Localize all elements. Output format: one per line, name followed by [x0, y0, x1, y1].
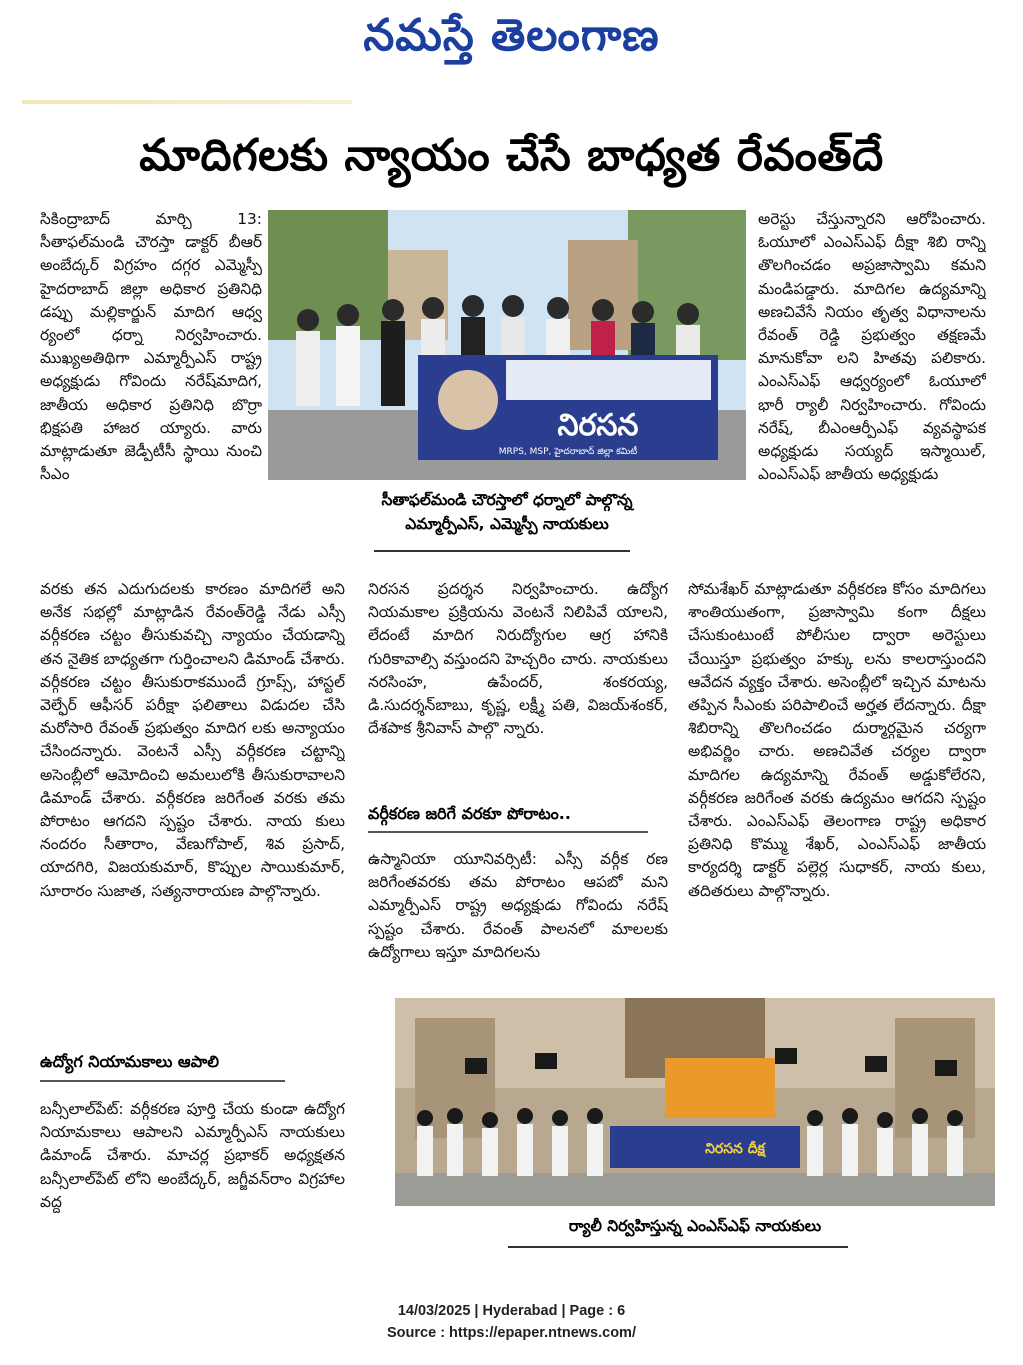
column-1-top	[40, 208, 262, 570]
column-1-sub1-body	[40, 1098, 345, 1240]
photo-2-caption: ర్యాలీ నిర్వహిస్తున్న ఎంఎస్ఎఫ్ నాయకులు	[568, 1217, 822, 1235]
subheading-2-rule	[368, 831, 648, 833]
photo-1-caption-line-1: సీతాఫల్‌మండి చౌరస్తాలో ధర్నాలో పాల్గొన్న	[381, 491, 633, 509]
photo-protest-illustration	[268, 210, 746, 480]
column-2-sub2-body	[368, 848, 668, 988]
column-3-body-text: సోమశేఖర్ మాట్లాడుతూ వర్గీకరణ కోసం మాదిగలు శాంతియుతంగా, ప్రజాస్వామి కంగా దీక్షలు చేసుకుంటుంటే పోలీసుల ద్వారా అరెస్టులు చేయిస్తూ ప్రభుత్వం హక్కు లను కాలరాస్తుందని ఆవేదన వ్యక్తం చేశారు. అసెంబ్లీలో ఇచ్చిన మాటను తప్పిన సీఎంకు పరిపాలించే అర్హత లేదన్నారు. దీక్షా శిబిరాన్ని తొలగించడం దుర్మార్గమైన చర్యగా అభివర్ణిం చారు. అణచివేత చర్యల ద్వారా మాదిగల ఉద్యమాన్ని రేవంత్ అడ్డుకోలేరని, వర్గీకరణ జరిగేంత వరకు ఉద్యమం ఆగదని స్పష్టం చేశారు. ఎంఎస్ఎఫ్ తెలంగాణ రాష్ట్ర అధికార ప్రతినిధి కొమ్ము శేఖర్, ఎంఎస్ఎఫ్ జాతీయ కార్యదర్శి డాక్టర్ పల్లెర్ల సుధాకర్, నాయ కులు, తదితరులు పాల్గొన్నారు.	[688, 580, 986, 900]
banner-text: నిరసన	[557, 408, 639, 443]
banner-small-text: MRPS, MSP, హైదరాబాద్ జిల్లా కమిటీ	[498, 447, 638, 457]
subheading-1-rule	[40, 1080, 285, 1082]
masthead-rule	[22, 100, 352, 104]
column-2-body	[368, 578, 668, 790]
column-2-body-text: నిరసన ప్రదర్శన నిర్వహించారు. ఉద్యోగ నియమకాల ప్రక్రియను వెంటనే నిలిపివే యాలని, లేదంటే మాదిగ నిరుద్యోగుల ఆగ్ర హానికి గురికావాల్సి వస్తుందని హెచ్చరిం చారు. నాయకులు నరసింహ, ఉపేందర్, శంకరయ్య, డి.సుదర్శన్‌బాబు, కృష్ణ, లక్ష్మీ పతి, విజయ్‌శంకర్, దేశపాక శ్రీనివాస్ పాల్గొ న్నారు.	[368, 580, 668, 738]
column-1-body	[40, 578, 345, 1042]
photo-rally-illustration	[395, 998, 995, 1206]
photo-2-caption-rule	[508, 1246, 848, 1248]
column-1-top-text: సికింద్రాబాద్ మార్చి 13: సీతాఫల్‌మండి చౌరస్తా డాక్టర్ బీఆర్ అంబేద్కర్ విగ్రహం దగ్గర ఎమ్మెస్పీ హైదరాబాద్ జిల్లా అధికార ప్రతినిధి డప్పు మల్లికార్జున్ మాదిగ ఆధ్వ ర్యంలో ధర్నా నిర్వహించారు. ముఖ్యఅతిథిగా ఎమ్మార్పీఎస్ రాష్ట్ర అధ్యక్షుడు గోవిందు నరేష్‌మాదిగ, జాతీయ అధికార ప్రతినిధి బొర్రా భిక్షపతి హాజర య్యారు. వారు మాట్లాడుతూ జెడ్పీటీసీ స్థాయి నుంచి సీఎం	[40, 210, 262, 484]
photo-1-caption-rule	[374, 550, 630, 552]
column-1-body-text: వరకు తన ఎదుగుదలకు కారణం మాదిగలే అని అనేక సభల్లో మాట్లాడిన రేవంత్‌రెడ్డి నేడు ఎస్సీ వర్గీకరణ చట్టం తీసుకువచ్చి న్యాయం చేయడాన్ని తన నైతిక బాధ్యతగా గుర్తించాలని డిమాండ్ చేశారు. వర్గీకరణ చట్టం తీసుకురాకముందే గ్రూప్స్, హాస్టల్ వెల్ఫేర్ ఆఫీసర్ పరీక్షా ఫలితాలు విడుదల చేసి మరోసారి రేవంత్ ప్రభుత్వం మాదిగ లకు అన్యాయం చేసిందన్నారు. వెంటనే ఎస్సీ వర్గీకరణ చట్టాన్ని అసెంబ్లీలో ఆమోదించి అమలులోకి తీసుకురావాలని డిమాండ్ చేశారు. వర్గీకరణ జరిగేంత వరకు తమ పోరాటం ఆగదని స్పష్టం చేశారు. నాయ కులు నందరం సీతారాం, వేణుగోపాల్, శివ ప్రసాద్, యాదగిరి, విజయకుమార్, కొప్పుల సాయికుమార్, సూరారం సుజాత, సత్యనారాయణ పాల్గొన్నారు.	[40, 580, 345, 900]
photo-1-caption-line-2: ఎమ్మార్పీఎస్, ఎమ్మెస్పీ నాయకులు	[405, 515, 609, 533]
photo-protest-dharna	[268, 210, 746, 480]
column-3-top	[758, 208, 986, 570]
headline: మాదిగలకు న్యాయం చేసే బాధ్యత రేవంత్‌దే	[139, 130, 884, 181]
footer-source-link[interactable]: Source : https://epaper.ntnews.com/	[387, 1325, 636, 1341]
photo-1-caption	[300, 488, 714, 536]
column-2-sub2-text: ఉస్మానియా యూనివర్సిటీ: ఎస్సీ వర్గీక రణ జరిగేంతవరకు తమ పోరాటం ఆపబో మని ఎమ్మార్పీఎస్ రాష్ట్ర అధ్యక్షుడు గోవిందు నరేష్ స్పష్టం చేశారు. రేవంత్ పాలనలో మాలలకు ఉద్యోగాలు ఇస్తూ మాదిగలను	[368, 850, 668, 961]
rally-banner-text: నిరసన దీక్ష	[705, 1141, 765, 1157]
column-3-top-text: అరెస్టు చేస్తున్నారని ఆరోపించారు. ఓయూలో ఎంఎస్ఎఫ్ దీక్షా శిబి రాన్ని తొలగించడం అప్రజాస్వామి కమని మండిపడ్డారు. మాదిగల ఉద్యమాన్ని అణచివేసే నియం తృత్వ విధానాలను రేవంత్ రెడ్డి ప్రభుత్వం తక్షణమే మానుకోవా లని హితవు పలికారు. ఎంఎస్ఎఫ్ ఆధ్వర్యంలో ఓయూలో భారీ ర్యాలీ నిర్వహించారు. గోవిందు నరేష్, బీఎంఆర్పీఎఫ్ వ్యవస్థాపక అధ్యక్షుడు సయ్యద్ ఇస్మాయిల్, ఎంఎస్ఎఫ్ జాతీయ అధ్యక్షుడు	[758, 210, 986, 484]
subheading-1: ఉద్యోగ నియామకాలు ఆపాలి	[40, 1052, 219, 1071]
masthead-logo: నమస్తే తెలంగాణ	[363, 10, 660, 61]
photo-rally	[395, 998, 995, 1206]
column-1-sub1-text: బన్సీలాల్‌పేట్: వర్గీకరణ పూర్తి చేయ కుండా ఉద్యోగ నియామకాలు ఆపాలని ఎమ్మార్పీఎస్ నాయకులు డిమాండ్ చేశారు. మాచర్ల ప్రభాకర్ అధ్యక్షతన బన్సీలాల్‌పేట్ లోని అంబేద్కర్, జగ్జీవన్‌రాం విగ్రహాల వద్ద	[40, 1100, 345, 1211]
footer-date-page: 14/03/2025 | Hyderabad | Page : 6	[397, 1303, 626, 1319]
column-3-body	[688, 578, 986, 990]
subheading-2: వర్గీకరణ జరిగే వరకూ పోరాటం..	[368, 804, 571, 823]
